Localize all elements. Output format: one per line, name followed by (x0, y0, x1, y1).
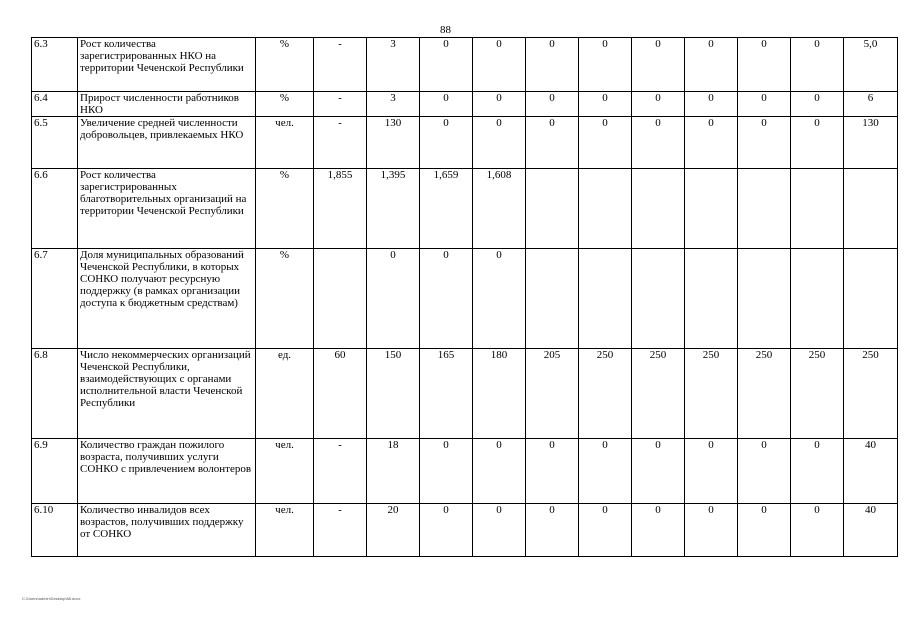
value-cell: 0 (738, 504, 791, 557)
value-cell: 0 (526, 504, 579, 557)
row-number-cell: 6.10 (32, 504, 78, 557)
value-cell (632, 249, 685, 349)
indicator-name-cell: Количество инвалидов всех возрастов, получивших поддержку от СОНКО (78, 504, 256, 557)
unit-cell: % (256, 38, 314, 92)
value-cell: 1,395 (367, 169, 420, 249)
value-cell: 1,608 (473, 169, 526, 249)
indicator-name-cell: Увеличение средней численности добровольцев, привлекаемых НКО (78, 117, 256, 169)
value-cell: - (314, 117, 367, 169)
value-cell: 0 (473, 504, 526, 557)
indicator-name-cell: Количество граждан пожилого возраста, получивших услуги СОНКО с привлечением волонтеров (78, 439, 256, 504)
indicator-name-cell: Рост количества зарегистрированных благотворительных организаций на территории Чеченской Республики (78, 169, 256, 249)
value-cell: 0 (526, 439, 579, 504)
table-row (32, 504, 898, 557)
value-cell: 0 (738, 439, 791, 504)
unit-cell: ед. (256, 349, 314, 439)
value-cell: 0 (473, 92, 526, 117)
unit-cell: чел. (256, 117, 314, 169)
indicator-name-cell: Доля муниципальных образований Чеченской Республики, в которых СОНКО получают ресурсную поддержку (в рамках организации доступа к бюджетным средствам) (78, 249, 256, 349)
page-number: 88 (440, 24, 451, 36)
value-cell (685, 249, 738, 349)
value-cell: 250 (738, 349, 791, 439)
value-cell: 150 (367, 349, 420, 439)
value-cell: 0 (420, 38, 473, 92)
table-row (32, 439, 898, 504)
value-cell: 0 (791, 117, 844, 169)
value-cell: 250 (844, 349, 898, 439)
table-body (32, 38, 898, 557)
table-row (32, 38, 898, 92)
value-cell: 0 (473, 38, 526, 92)
value-cell: 0 (367, 249, 420, 349)
value-cell (844, 169, 898, 249)
value-cell: 0 (632, 38, 685, 92)
value-cell: 60 (314, 349, 367, 439)
value-cell (314, 249, 367, 349)
value-cell: 20 (367, 504, 420, 557)
indicator-name-cell: Прирост численности работников НКО (78, 92, 256, 117)
value-cell: 250 (791, 349, 844, 439)
value-cell: 205 (526, 349, 579, 439)
value-cell (844, 249, 898, 349)
indicators-table (31, 37, 898, 557)
footer-path: С:\Users\admin\Desktop\88.docx (22, 596, 81, 601)
value-cell: 0 (632, 117, 685, 169)
value-cell (738, 169, 791, 249)
value-cell: 0 (738, 92, 791, 117)
value-cell (579, 249, 632, 349)
row-number-cell: 6.7 (32, 249, 78, 349)
value-cell: - (314, 92, 367, 117)
table-row (32, 117, 898, 169)
value-cell: 0 (420, 117, 473, 169)
value-cell: 1,855 (314, 169, 367, 249)
row-number-cell: 6.9 (32, 439, 78, 504)
value-cell: 0 (579, 92, 632, 117)
value-cell: 0 (526, 92, 579, 117)
value-cell: 0 (791, 38, 844, 92)
row-number-cell: 6.8 (32, 349, 78, 439)
value-cell: 130 (844, 117, 898, 169)
value-cell: 250 (632, 349, 685, 439)
value-cell: 1,659 (420, 169, 473, 249)
value-cell: 0 (526, 38, 579, 92)
value-cell (791, 249, 844, 349)
value-cell: 180 (473, 349, 526, 439)
value-cell: 6 (844, 92, 898, 117)
value-cell (791, 169, 844, 249)
value-cell: 0 (420, 92, 473, 117)
unit-cell: % (256, 249, 314, 349)
value-cell: 0 (685, 504, 738, 557)
value-cell: 0 (685, 439, 738, 504)
value-cell: 0 (738, 38, 791, 92)
value-cell: 0 (526, 117, 579, 169)
value-cell: 0 (579, 38, 632, 92)
value-cell: - (314, 38, 367, 92)
value-cell: 0 (579, 117, 632, 169)
value-cell: - (314, 504, 367, 557)
unit-cell: % (256, 92, 314, 117)
value-cell: 0 (791, 92, 844, 117)
value-cell: 0 (791, 439, 844, 504)
value-cell: 3 (367, 92, 420, 117)
value-cell (526, 169, 579, 249)
value-cell: 0 (685, 38, 738, 92)
value-cell: 0 (632, 504, 685, 557)
value-cell: 0 (473, 117, 526, 169)
value-cell: 0 (420, 504, 473, 557)
value-cell: 0 (579, 439, 632, 504)
value-cell: 165 (420, 349, 473, 439)
value-cell: 0 (579, 504, 632, 557)
row-number-cell: 6.5 (32, 117, 78, 169)
unit-cell: чел. (256, 439, 314, 504)
value-cell (526, 249, 579, 349)
table-row (32, 92, 898, 117)
value-cell (738, 249, 791, 349)
value-cell: 40 (844, 439, 898, 504)
row-number-cell: 6.3 (32, 38, 78, 92)
row-number-cell: 6.4 (32, 92, 78, 117)
value-cell: 0 (791, 504, 844, 557)
value-cell: 18 (367, 439, 420, 504)
value-cell: 3 (367, 38, 420, 92)
value-cell: 0 (473, 439, 526, 504)
value-cell: 0 (473, 249, 526, 349)
value-cell: 0 (738, 117, 791, 169)
value-cell: - (314, 439, 367, 504)
unit-cell: чел. (256, 504, 314, 557)
value-cell (685, 169, 738, 249)
row-number-cell: 6.6 (32, 169, 78, 249)
value-cell: 0 (685, 117, 738, 169)
value-cell: 40 (844, 504, 898, 557)
value-cell (632, 169, 685, 249)
value-cell: 0 (685, 92, 738, 117)
value-cell (579, 169, 632, 249)
indicator-name-cell: Рост количества зарегистрированных НКО на территории Чеченской Республики (78, 38, 256, 92)
value-cell: 0 (420, 439, 473, 504)
table-row (32, 169, 898, 249)
table-row (32, 349, 898, 439)
value-cell: 0 (632, 92, 685, 117)
table-row (32, 249, 898, 349)
value-cell: 0 (632, 439, 685, 504)
indicator-name-cell: Число некоммерческих организаций Чеченской Республики, взаимодействующих с органами исполнительной власти Чеченской Республики (78, 349, 256, 439)
value-cell: 130 (367, 117, 420, 169)
value-cell: 0 (420, 249, 473, 349)
unit-cell: % (256, 169, 314, 249)
value-cell: 5,0 (844, 38, 898, 92)
value-cell: 250 (685, 349, 738, 439)
value-cell: 250 (579, 349, 632, 439)
